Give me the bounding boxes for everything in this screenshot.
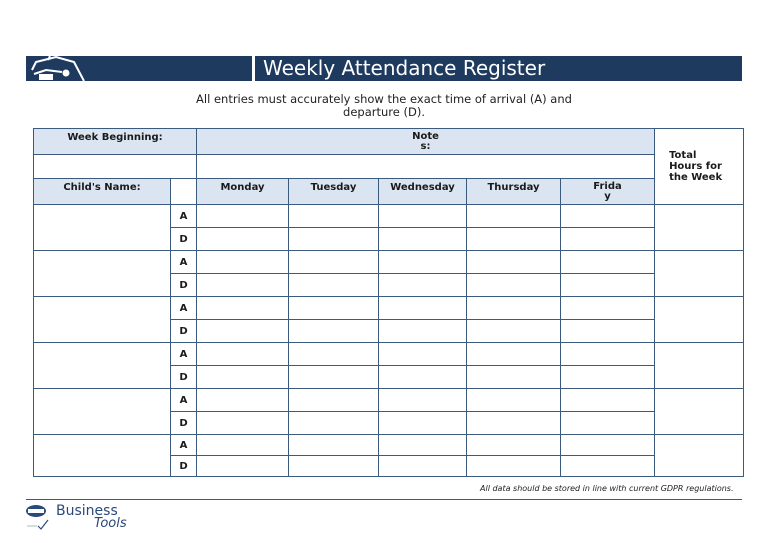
arrival-code-label: A xyxy=(171,297,197,320)
time-entry-field[interactable] xyxy=(379,435,467,456)
time-entry-field[interactable] xyxy=(197,435,289,456)
time-entry-field[interactable] xyxy=(197,297,289,320)
business-tools-logo xyxy=(24,502,144,532)
time-entry-field[interactable] xyxy=(379,343,467,366)
time-entry-field[interactable] xyxy=(561,389,655,412)
time-entry-field[interactable] xyxy=(289,456,379,477)
child-row-2-arrival xyxy=(34,251,744,274)
time-entry-field[interactable] xyxy=(289,412,379,435)
time-entry-field[interactable] xyxy=(467,343,561,366)
time-entry-field[interactable] xyxy=(379,251,467,274)
departure-code-label: D xyxy=(171,228,197,251)
time-entry-field[interactable] xyxy=(379,456,467,477)
attendance-table xyxy=(33,128,744,477)
page-title: Weekly Attendance Register xyxy=(263,56,546,80)
time-entry-field[interactable] xyxy=(561,343,655,366)
arrival-code-label: A xyxy=(171,343,197,366)
time-entry-field[interactable] xyxy=(197,274,289,297)
week-beginning-label: Week Beginning: xyxy=(34,129,197,155)
time-entry-field[interactable] xyxy=(289,343,379,366)
time-entry-field[interactable] xyxy=(467,205,561,228)
time-entry-field[interactable] xyxy=(197,343,289,366)
logo-badge-icon xyxy=(24,502,54,530)
child-row-3-arrival xyxy=(34,297,744,320)
time-entry-field[interactable] xyxy=(289,274,379,297)
time-entry-field[interactable] xyxy=(561,228,655,251)
child-name-field[interactable] xyxy=(34,251,171,297)
child-name-field[interactable] xyxy=(34,435,171,477)
departure-code-label: D xyxy=(171,366,197,389)
time-entry-field[interactable] xyxy=(561,320,655,343)
time-entry-field[interactable] xyxy=(467,412,561,435)
time-entry-field[interactable] xyxy=(561,205,655,228)
time-entry-field[interactable] xyxy=(379,274,467,297)
time-entry-field[interactable] xyxy=(467,389,561,412)
time-entry-field[interactable] xyxy=(467,366,561,389)
notes-label: Notes: xyxy=(197,129,655,155)
time-entry-field[interactable] xyxy=(197,320,289,343)
time-entry-field[interactable] xyxy=(467,297,561,320)
child-name-field[interactable] xyxy=(34,343,171,389)
total-hours-field[interactable] xyxy=(655,435,744,477)
instructions-text: All entries must accurately show the exact time of arrival (A) and departure (D). xyxy=(196,92,572,119)
logo-word-tools: Tools xyxy=(94,516,127,531)
child-name-field[interactable] xyxy=(34,389,171,435)
child-row-5-arrival xyxy=(34,389,744,412)
childs-name-label: Child's Name: xyxy=(34,179,171,205)
departure-code-label: D xyxy=(171,320,197,343)
time-entry-field[interactable] xyxy=(379,320,467,343)
time-entry-field[interactable] xyxy=(561,435,655,456)
time-entry-field[interactable] xyxy=(467,320,561,343)
time-entry-field[interactable] xyxy=(379,297,467,320)
time-entry-field[interactable] xyxy=(561,366,655,389)
time-entry-field[interactable] xyxy=(289,228,379,251)
time-entry-field[interactable] xyxy=(197,205,289,228)
total-hours-field[interactable] xyxy=(655,205,744,251)
notes-field[interactable] xyxy=(197,155,655,179)
gdpr-note: All data should be stored in line with current GDPR regulations. xyxy=(480,484,734,493)
time-entry-field[interactable] xyxy=(289,320,379,343)
arrival-code-label: A xyxy=(171,389,197,412)
departure-code-label: D xyxy=(171,412,197,435)
day-header-friday: Friday xyxy=(561,179,655,205)
time-entry-field[interactable] xyxy=(561,274,655,297)
child-name-field[interactable] xyxy=(34,205,171,251)
time-entry-field[interactable] xyxy=(467,228,561,251)
time-entry-field[interactable] xyxy=(197,366,289,389)
child-name-field[interactable] xyxy=(34,297,171,343)
time-entry-field[interactable] xyxy=(379,228,467,251)
time-entry-field[interactable] xyxy=(467,274,561,297)
time-entry-field[interactable] xyxy=(561,297,655,320)
child-row-1-arrival xyxy=(34,205,744,228)
child-row-6-arrival xyxy=(34,435,744,456)
day-header-thursday: Thursday xyxy=(467,179,561,205)
total-hours-field[interactable] xyxy=(655,297,744,343)
arrival-code-label: A xyxy=(171,251,197,274)
time-entry-field[interactable] xyxy=(379,205,467,228)
time-entry-field[interactable] xyxy=(289,389,379,412)
time-entry-field[interactable] xyxy=(197,412,289,435)
day-header-monday: Monday xyxy=(197,179,289,205)
time-entry-field[interactable] xyxy=(467,435,561,456)
time-entry-field[interactable] xyxy=(289,251,379,274)
time-entry-field[interactable] xyxy=(561,456,655,477)
logo-word-business: Business xyxy=(56,503,118,519)
total-hours-field[interactable] xyxy=(655,389,744,435)
banner-logo-panel xyxy=(26,56,252,81)
total-hours-field[interactable] xyxy=(655,343,744,389)
time-entry-field[interactable] xyxy=(197,456,289,477)
week-beginning-field[interactable] xyxy=(34,155,197,179)
time-entry-field[interactable] xyxy=(379,366,467,389)
briefcase-icon xyxy=(26,56,96,81)
time-entry-field[interactable] xyxy=(379,389,467,412)
child-row-4-arrival xyxy=(34,343,744,366)
time-entry-field[interactable] xyxy=(561,251,655,274)
time-entry-field[interactable] xyxy=(289,205,379,228)
time-entry-field[interactable] xyxy=(379,412,467,435)
time-entry-field[interactable] xyxy=(197,251,289,274)
day-header-tuesday: Tuesday xyxy=(289,179,379,205)
time-entry-field[interactable] xyxy=(197,389,289,412)
time-entry-field[interactable] xyxy=(289,366,379,389)
time-entry-field[interactable] xyxy=(289,435,379,456)
time-entry-field[interactable] xyxy=(561,412,655,435)
time-entry-field[interactable] xyxy=(197,228,289,251)
departure-code-label: D xyxy=(171,274,197,297)
footer-divider xyxy=(26,499,742,500)
total-hours-field[interactable] xyxy=(655,251,744,297)
ad-header-cell xyxy=(171,179,197,205)
departure-code-label: D xyxy=(171,456,197,477)
total-hours-header: Total Hours for the Week xyxy=(655,129,744,205)
time-entry-field[interactable] xyxy=(467,456,561,477)
time-entry-field[interactable] xyxy=(467,251,561,274)
time-entry-field[interactable] xyxy=(289,297,379,320)
day-header-wednesday: Wednesday xyxy=(379,179,467,205)
arrival-code-label: A xyxy=(171,435,197,456)
arrival-code-label: A xyxy=(171,205,197,228)
title-banner xyxy=(26,56,742,81)
